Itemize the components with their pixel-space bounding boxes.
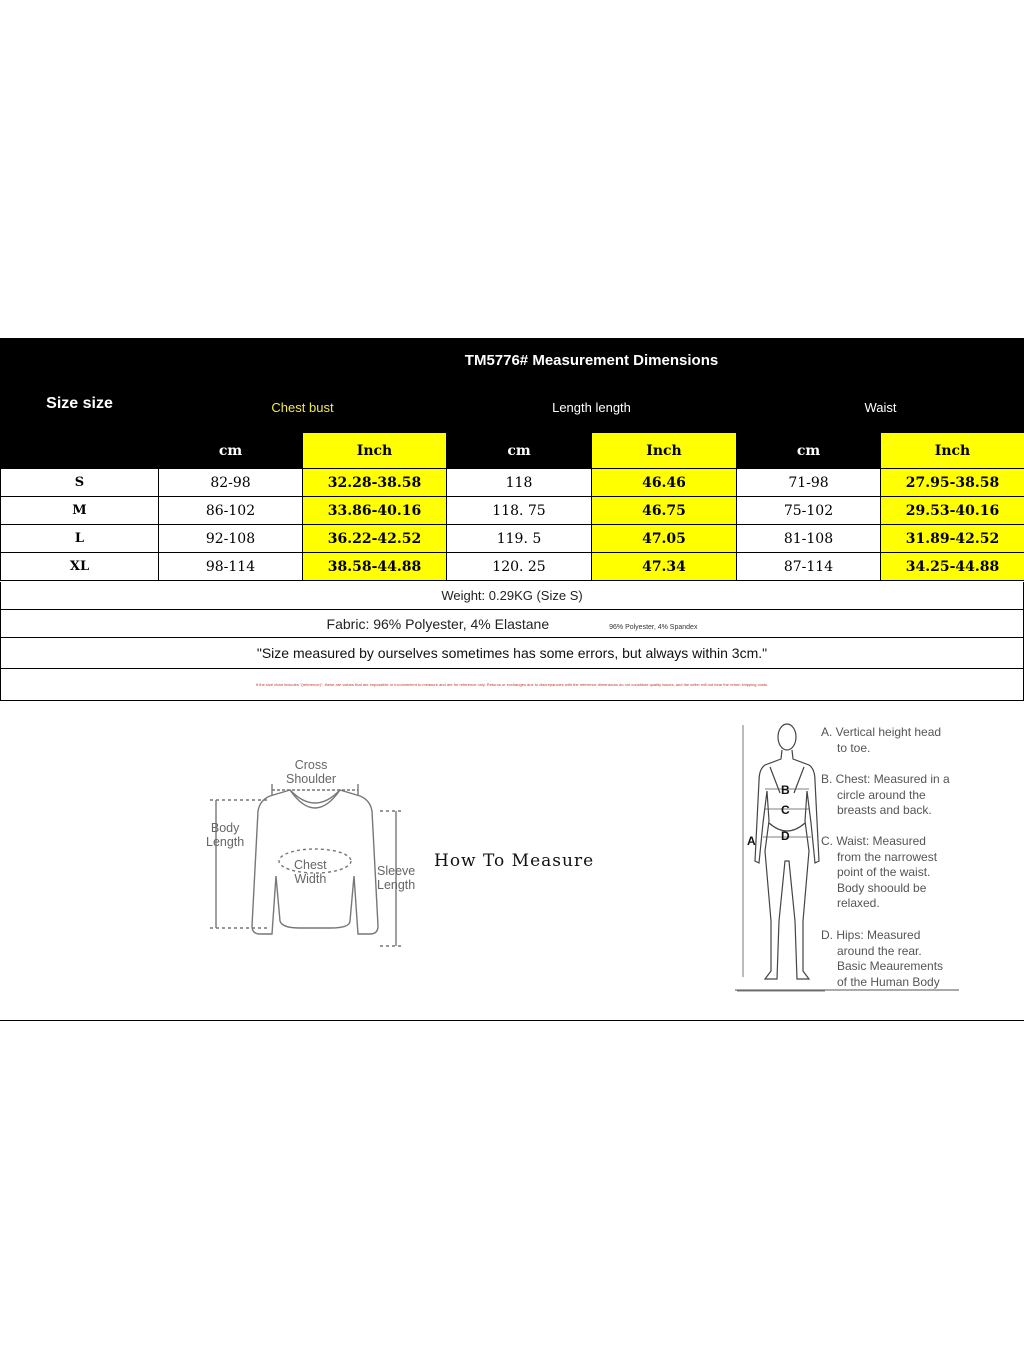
weight-note: Weight: 0.29KG (Size S) xyxy=(0,582,1024,610)
guide-item-b xyxy=(821,772,950,819)
table-row xyxy=(1,553,1024,581)
guide-line: A. Vertical height head xyxy=(821,725,942,739)
fabric-note xyxy=(0,610,1024,638)
table-cell: 47.34 xyxy=(592,553,737,581)
guide-line: D. Hips: Measured xyxy=(821,928,921,942)
cross-shoulder-label xyxy=(286,758,336,786)
label-line: Length xyxy=(206,835,245,849)
guide-line: of the Human Body xyxy=(837,974,940,989)
unit-cell: Inch xyxy=(592,433,737,469)
guide-line: Body shoould be xyxy=(837,880,927,895)
size-label: M xyxy=(1,497,159,525)
figure-letter-b: B xyxy=(781,783,790,797)
table-cell: 82-98 xyxy=(159,469,303,497)
unit-cell: cm xyxy=(159,433,303,469)
figure-letter-c: C xyxy=(781,803,790,817)
label-line: Cross xyxy=(294,758,328,772)
sleeve-length-label xyxy=(377,864,415,892)
table-row xyxy=(1,497,1024,525)
fabric-small-text: 96% Polyester, 4% Spandex xyxy=(609,624,698,631)
unit-cell: cm xyxy=(447,433,592,469)
table-cell: 38.58-44.88 xyxy=(303,553,447,581)
group-waist: Waist xyxy=(737,383,1024,433)
table-cell: 71-98 xyxy=(737,469,881,497)
label-line: Chest xyxy=(294,858,327,872)
guide-line: around the rear. xyxy=(837,943,922,958)
table-cell: 92-108 xyxy=(159,525,303,553)
unit-cell: Inch xyxy=(881,433,1024,469)
table-cell: 120. 25 xyxy=(447,553,592,581)
guide-line: to toe. xyxy=(837,740,871,755)
group-length: Length length xyxy=(447,383,737,433)
table-cell: 118 xyxy=(447,469,592,497)
size-header: Size size xyxy=(1,339,159,469)
label-line: Width xyxy=(294,872,327,886)
table-cell: 47.05 xyxy=(592,525,737,553)
guide-line: relaxed. xyxy=(837,896,880,910)
guide-line: from the narrowest xyxy=(837,849,938,864)
guide-item-c xyxy=(821,834,937,912)
figure-letter-a: A xyxy=(747,834,756,848)
guide-item-d xyxy=(821,928,943,990)
group-chest: Chest bust xyxy=(159,383,447,433)
guide-line: B. Chest: Measured in a xyxy=(821,772,950,786)
guide-line: Basic Meaurements xyxy=(837,959,944,973)
guide-item-a xyxy=(821,725,941,756)
table-cell: 75-102 xyxy=(737,497,881,525)
table-row xyxy=(1,525,1024,553)
table-cell: 34.25-44.88 xyxy=(881,553,1024,581)
size-label: L xyxy=(1,525,159,553)
table-cell: 119. 5 xyxy=(447,525,592,553)
table-row xyxy=(1,469,1024,497)
table-cell: 33.86-40.16 xyxy=(303,497,447,525)
guide-line: point of the waist. xyxy=(837,865,931,879)
table-cell: 46.75 xyxy=(592,497,737,525)
table-cell: 46.46 xyxy=(592,469,737,497)
body-figure-diagram xyxy=(735,721,825,996)
fabric-text: Fabric: 96% Polyester, 4% Elastane xyxy=(326,616,550,632)
chart-title: TM5776# Measurement Dimensions xyxy=(159,339,1024,383)
sweater-diagram xyxy=(200,756,430,956)
size-label: XL xyxy=(1,553,159,581)
label-line: Length xyxy=(377,878,416,892)
label-line: Sleeve xyxy=(377,864,416,878)
unit-cell: cm xyxy=(737,433,881,469)
table-cell: 98-114 xyxy=(159,553,303,581)
table-cell: 27.95-38.58 xyxy=(881,469,1024,497)
guide-line: circle around the xyxy=(837,787,926,802)
unit-cell: Inch xyxy=(303,433,447,469)
table-cell: 36.22-42.52 xyxy=(303,525,447,553)
how-to-measure-section xyxy=(0,701,1024,1021)
table-cell: 32.28-38.58 xyxy=(303,469,447,497)
guide-line: breasts and back. xyxy=(837,803,932,817)
label-line: Body xyxy=(210,821,240,835)
figure-letter-d: D xyxy=(781,829,790,843)
chest-width-label xyxy=(294,858,327,886)
size-label: S xyxy=(1,469,159,497)
body-length-label xyxy=(206,821,244,849)
table-cell: 31.89-42.52 xyxy=(881,525,1024,553)
how-to-measure-heading: How To Measure xyxy=(434,851,595,871)
table-cell: 118. 75 xyxy=(447,497,592,525)
table-cell: 87-114 xyxy=(737,553,881,581)
table-cell: 86-102 xyxy=(159,497,303,525)
measurement-disclaimer: "Size measured by ourselves sometimes has some errors, but always within 3cm." xyxy=(0,638,1024,669)
label-line: Shoulder xyxy=(286,772,337,786)
fine-print: If the size chart includes "(reference)", these are values that are impossible or inconvenient to measure and are for reference only. Returns or exchanges due to discrepancies with the reference dimensions do not constitute quality issues, and the seller will not bear the return shipping costs. xyxy=(0,669,1024,701)
table-cell: 81-108 xyxy=(737,525,881,553)
guide-line: C. Waist: Measured xyxy=(821,834,926,848)
table-cell: 29.53-40.16 xyxy=(881,497,1024,525)
size-table xyxy=(0,338,1024,581)
